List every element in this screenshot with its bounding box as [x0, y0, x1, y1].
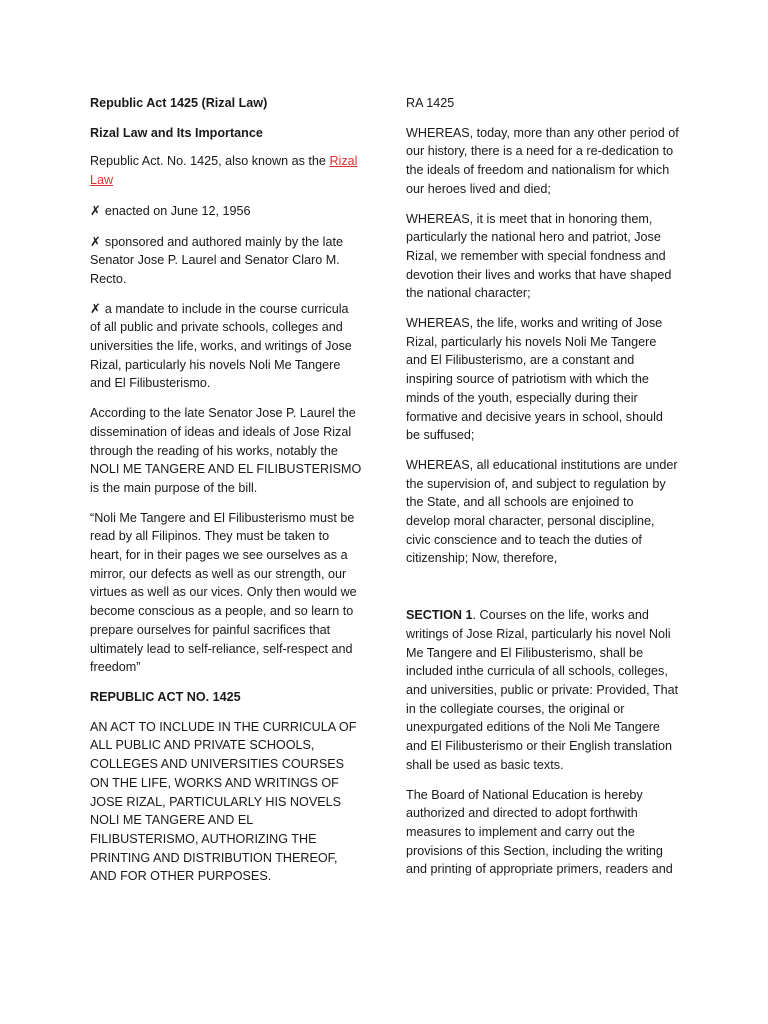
intro-text: Republic Act. No. 1425, also known as the — [90, 154, 330, 169]
bullet-enacted — [90, 202, 362, 221]
ra-label: RA 1425 — [406, 96, 455, 110]
bullet-sponsored — [90, 233, 362, 289]
section-1-label: SECTION 1 — [406, 608, 473, 623]
laurel-quote: “Noli Me Tangere and El Filibusterismo must be read by all Filipinos. They must be taken to heart, for in their pages we see ourselves as a mirror, our defects as well as our strength, our virtues as well as our vices. Only then would we become conscious as a people, and so learn to prepare ourselves for painful sacrifices that ultimately lead to self-reliance, self-respect and freedom” — [90, 510, 357, 675]
cross-mark-icon: ✗ — [90, 233, 101, 249]
right-column — [406, 94, 680, 879]
laurel-paragraph: According to the late Senator Jose P. Laurel the dissemination of ideas and ideals of Jose Rizal through the reading of his works, notably the NOLI ME TANGERE AND EL FILIBUSTERISMO is the main purpose of the bill. — [90, 406, 362, 495]
intro-paragraph — [90, 152, 362, 189]
whereas-paragraph-3: WHEREAS, the life, works and writing of Jose Rizal, particularly his novels Noli Me Tangere and El Filibusterismo, are a constant and inspiring source of patriotism with which the minds of the youth, especially during their formative and decisive years in school, should be suffused; — [406, 316, 663, 443]
act-heading: REPUBLIC ACT NO. 1425 — [90, 689, 241, 704]
document-title: Republic Act 1425 (Rizal Law) — [90, 96, 268, 110]
bullet-mandate — [90, 300, 362, 394]
section-1-paragraph — [406, 606, 680, 774]
cross-mark-icon: ✗ — [90, 300, 101, 316]
section-subtitle: Rizal Law and Its Importance — [90, 125, 263, 140]
board-paragraph: The Board of National Education is hereby authorized and directed to adopt forthwith measures to implement and carry out the provisions of this Section, including the writing and printing of appropriate primers, readers and — [406, 787, 673, 877]
cross-mark-icon: ✗ — [90, 202, 101, 218]
bullet-text: a mandate to include in the course curricula of all public and private schools, colleges and universities the life, works, and writings of Jose Rizal, particularly his novels Noli Me Tangere and El Filibusterismo. — [90, 301, 352, 391]
act-title: AN ACT TO INCLUDE IN THE CURRICULA OF ALL PUBLIC AND PRIVATE SCHOOLS, COLLEGES AND UNIVERSITIES COURSES ON THE LIFE, WORKS AND WRITINGS OF JOSE RIZAL, PARTICULARLY HIS NOVELS NOLI ME TANGERE AND EL FILIBUSTERISMO, AUTHORIZING THE PRINTING AND DISTRIBUTION THEREOF, AND FOR OTHER PURPOSES. — [90, 719, 357, 884]
bullet-text: enacted on June 12, 1956 — [104, 203, 251, 218]
bullet-text: sponsored and authored mainly by the late Senator Jose P. Laurel and Senator Claro M. Recto. — [90, 234, 343, 286]
section-1-text: . Courses on the life, works and writings of Jose Rizal, particularly his novel Noli Me Tangere and El Filibusterismo, shall be included inthe curricula of all schools, colleges, and universities, public or private: Provided, That in the collegiate courses, the original or unexpurgated editions of the Noli Me Tangere and El Filibusterismo or their English translation shall be used as basic texts. — [406, 608, 679, 772]
whereas-paragraph-2: WHEREAS, it is meet that in honoring them, particularly the national hero and patriot, Jose Rizal, we remember with special fondness and devotion their lives and works that have shaped the national character; — [406, 211, 672, 301]
whereas-paragraph-4: WHEREAS, all educational institutions are under the supervision of, and subject to regulation by the State, and all schools are enjoined to develop moral character, personal discipline, civic conscience and to teach the duties of citizenship; Now, therefore, — [406, 457, 678, 566]
left-column — [90, 94, 362, 886]
rizal-law-link[interactable]: Rizal Law — [90, 154, 358, 188]
whereas-paragraph-1: WHEREAS, today, more than any other period of our history, there is a need for a re-dedication to the ideals of freedom and nationalism for which our heroes lived and died; — [406, 125, 679, 196]
